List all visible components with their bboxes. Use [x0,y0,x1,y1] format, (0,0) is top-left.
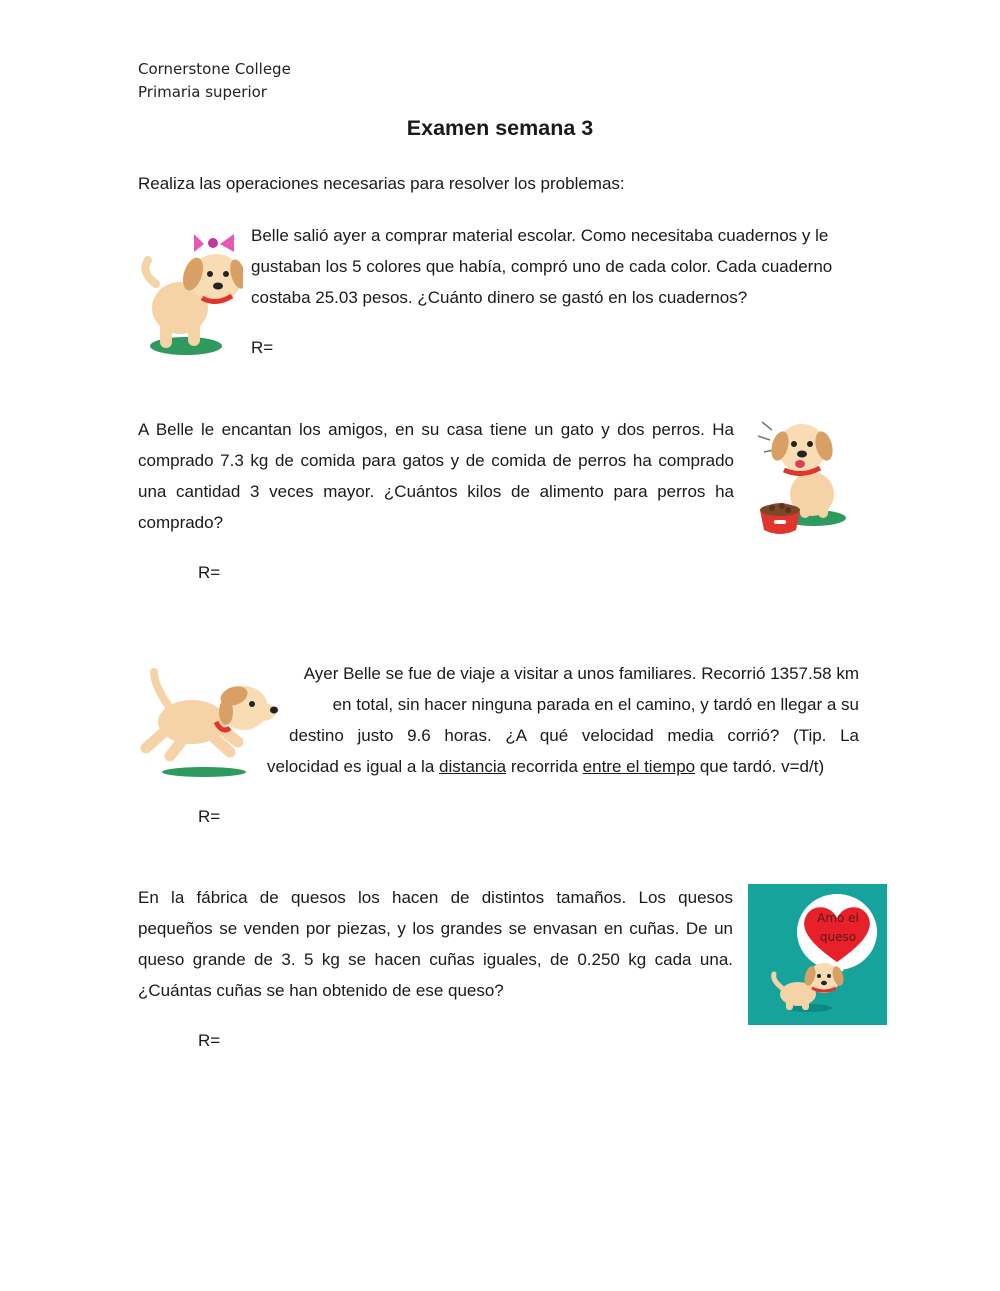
text-run: velocidad es igual a la [267,757,440,776]
bubble-line: Amo el [817,911,859,925]
answer-2[interactable]: R= [198,563,221,582]
underlined-entre-el-tiempo: entre el tiempo [582,757,696,776]
problem-4-line: ¿Cuántas cuñas se han obtenido de ese queso? [138,981,504,1000]
answer-4[interactable]: R= [198,1031,221,1050]
dog-with-food-bowl-illustration [754,410,849,542]
underlined-distancia: distancia [439,757,507,776]
bubble-line: queso [819,930,857,944]
answer-3[interactable]: R= [198,807,221,826]
problem-3-line: Ayer Belle se fue de viaje a visitar a unos familiares. Recorrió 1357.58 km [303,664,859,683]
text-run: que tardó. v=d/t) [695,757,825,776]
problem-4-line: pequeños se venden por piezas, y los grandes se envasan en cuñas. De un [138,919,733,938]
problem-4-line: En la fábrica de quesos los hacen de distintos tamaños. Los quesos [138,888,733,907]
problem-1-text [251,220,832,313]
speech-bubble-text [808,909,868,947]
problem-3-line-4 [264,751,859,782]
dog-with-bow-illustration [138,222,243,358]
cheese-love-illustration [748,884,887,1025]
problem-2-line: comprado? [138,513,224,532]
text-run: recorrida [506,757,583,776]
problem-4-line: queso grande de 3. 5 kg se hacen cuñas iguales, de 0.250 kg cada una. [138,950,733,969]
instructions: Realiza las operaciones necesarias para resolver los problemas: [138,174,625,193]
problem-2-line: una cantidad 3 veces mayor. ¿Cuántos kilos de alimento para perros ha [138,482,734,501]
problem-1-line: costaba 25.03 pesos. ¿Cuánto dinero se gastó en los cuadernos? [251,288,748,307]
page-title: Examen semana 3 [406,116,594,140]
problem-2-text [138,414,734,538]
problem-2-line: comprado 7.3 kg de comida para gatos y de comida de perros ha comprado [138,451,734,470]
problem-3-line: en total, sin hacer ninguna parada en el camino, y tardó en llegar a su [332,695,859,714]
problem-4-text [138,882,733,1006]
problem-2-line: A Belle le encantan los amigos, en su casa tiene un gato y dos perros. Ha [138,420,734,439]
school-name: Cornerstone College [138,60,291,78]
answer-1[interactable]: R= [251,338,274,357]
running-dog-illustration [140,668,280,780]
problem-1-line: gustaban los 5 colores que había, compró uno de cada color. Cada cuaderno [251,257,833,276]
problem-3-line: destino justo 9.6 horas. ¿A qué velocidad media corrió? (Tip. La [289,726,859,745]
school-level: Primaria superior [138,82,267,101]
school-header [138,58,291,103]
problem-3-text [264,658,859,782]
problem-1-line: Belle salió ayer a comprar material escolar. Como necesitaba cuadernos y le [251,226,829,245]
